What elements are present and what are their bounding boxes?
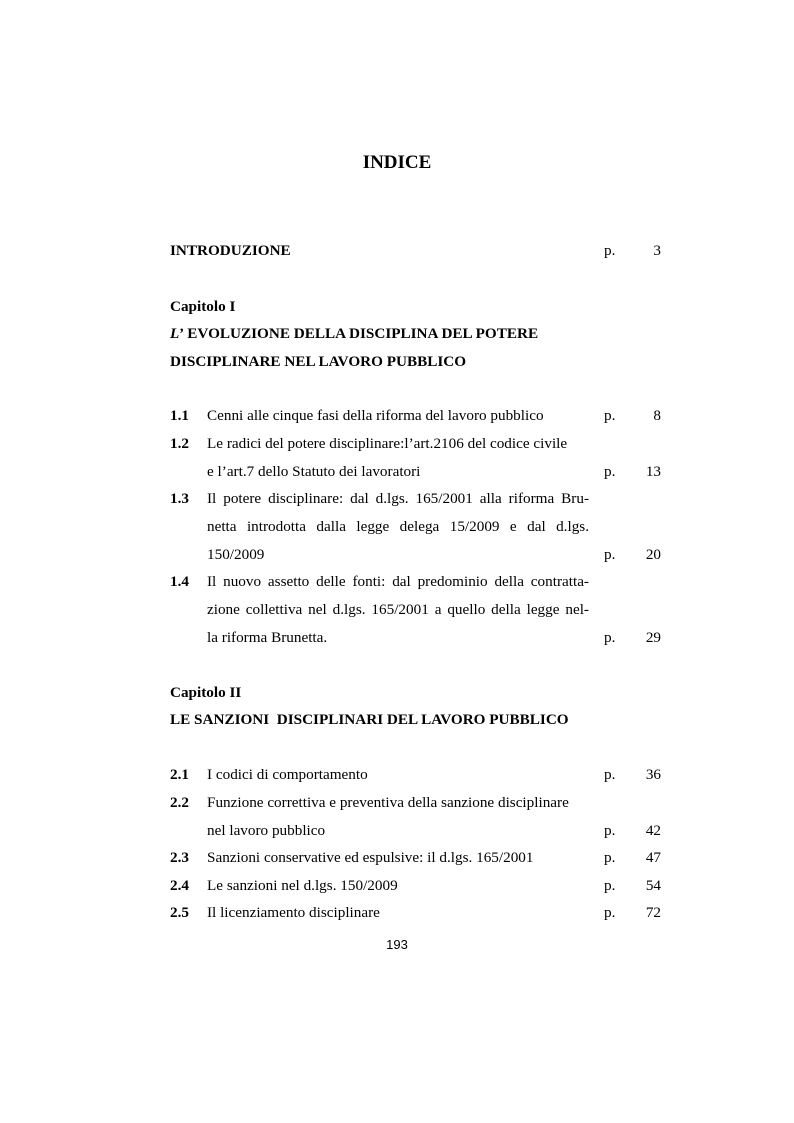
section-title: 150/2009 [207, 546, 265, 563]
section-p: p. [604, 463, 616, 480]
section-title: Le sanzioni nel d.lgs. 150/2009 [207, 877, 398, 894]
section-title: zione collettiva nel d.lgs. 165/2001 a quello della legge nel- [207, 601, 589, 618]
page-title: INDICE [362, 152, 432, 173]
section-p: p. [604, 766, 616, 783]
chapter2-heading: Capitolo II [170, 684, 242, 701]
section-page: 29 [645, 629, 661, 646]
section-p: p. [604, 629, 616, 646]
section-title: nel lavoro pubblico [207, 822, 326, 839]
section-number: 2.5 [170, 904, 189, 921]
section-p: p. [604, 904, 616, 921]
chapter1-title-line1 [170, 325, 538, 343]
chapter1-title-line2: DISCIPLINARE NEL LAVORO PUBBLICO [170, 353, 467, 370]
section-p: p. [604, 822, 616, 839]
section-title: Le radici del potere disciplinare:l’art.2106 del codice civile [207, 435, 568, 452]
section-number: 2.1 [170, 766, 189, 783]
section-page: 47 [645, 849, 661, 866]
intro-p: p. [604, 242, 616, 259]
page-number: 193 [386, 937, 408, 952]
section-title: Il nuovo assetto delle fonti: dal predominio della contratta- [207, 573, 589, 590]
section-page: 13 [645, 463, 661, 480]
section-number: 2.4 [170, 877, 189, 894]
section-number: 1.4 [170, 573, 189, 590]
section-p: p. [604, 546, 616, 563]
section-title: la riforma Brunetta. [207, 629, 328, 646]
intro-page: 3 [653, 242, 661, 259]
section-number: 1.2 [170, 435, 189, 452]
section-number: 1.1 [170, 407, 189, 424]
section-p: p. [604, 407, 616, 424]
section-title: Il licenziamento disciplinare [207, 904, 380, 921]
chapter2-title: LE SANZIONI DISCIPLINARI DEL LAVORO PUBBLICO [170, 711, 569, 728]
section-title: netta introdotta dalla legge delega 15/2009 e dal d.lgs. [207, 518, 589, 535]
section-p: p. [604, 849, 616, 866]
section-title: Funzione correttiva e preventiva della sanzione disciplinare [207, 794, 569, 811]
section-page: 20 [645, 546, 661, 563]
section-number: 2.2 [170, 794, 189, 811]
chapter1-title-rest: EVOLUZIONE DELLA DISCIPLINA DEL POTERE [183, 325, 539, 342]
section-title: I codici di comportamento [207, 766, 368, 783]
section-title: Il potere disciplinare: dal d.lgs. 165/2001 alla riforma Bru- [207, 490, 589, 507]
chapter1-title-italic: L’ [170, 325, 184, 342]
section-title: e l’art.7 dello Statuto dei lavoratori [207, 463, 421, 480]
section-title: Cenni alle cinque fasi della riforma del lavoro pubblico [207, 407, 544, 424]
section-title: Sanzioni conservative ed espulsive: il d.lgs. 165/2001 [207, 849, 534, 866]
section-number: 1.3 [170, 490, 189, 507]
section-page: 42 [645, 822, 661, 839]
section-page: 36 [645, 766, 661, 783]
section-p: p. [604, 877, 616, 894]
section-page: 8 [653, 407, 661, 424]
section-number: 2.3 [170, 849, 189, 866]
chapter1-heading: Capitolo I [170, 298, 236, 315]
section-page: 54 [645, 877, 661, 894]
section-page: 72 [645, 904, 661, 921]
intro-label: INTRODUZIONE [170, 242, 291, 259]
